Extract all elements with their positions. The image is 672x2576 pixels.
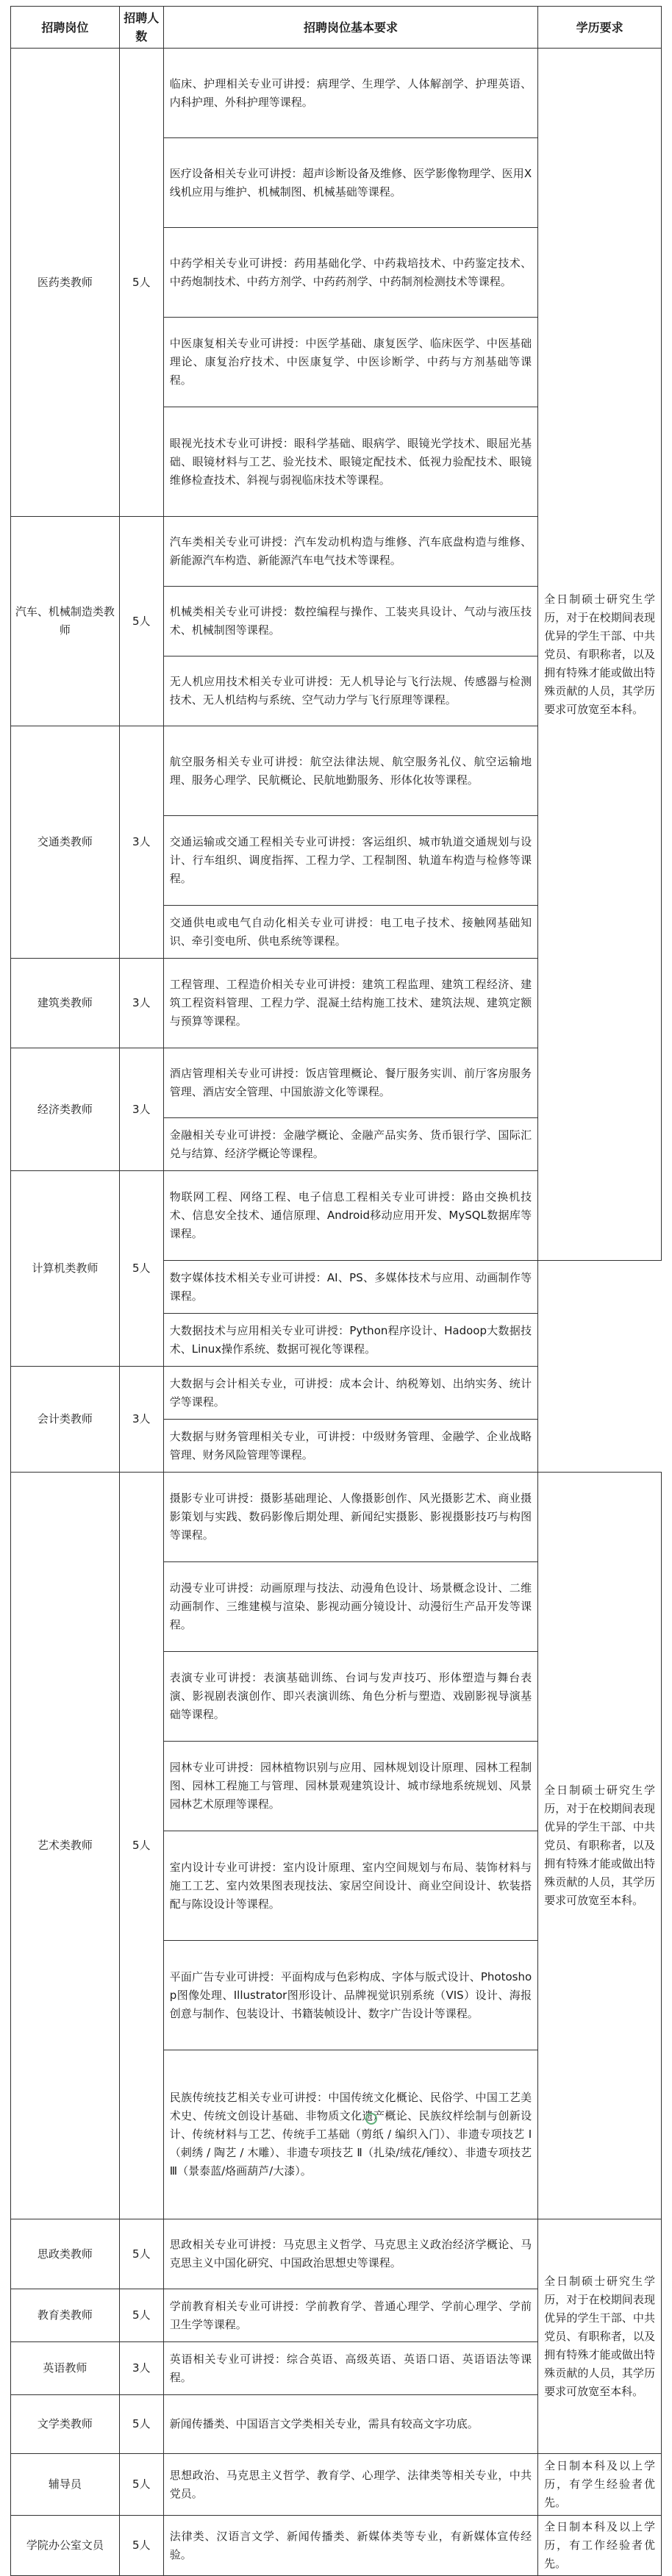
requirement-cell: 表演专业可讲授：表演基础训练、台词与发声技巧、形体塑造与舞台表演、影视剧表演创作、即兴表演训练、角色分析与塑造、戏剧影视导演基础等课程。 [163,1652,537,1742]
table-row [11,2219,662,2289]
category-count: 5人 [119,1473,163,2219]
requirement-cell: 医疗设备相关专业可讲授：超声诊断设备及维修、医学影像物理学、医用X线机应用与维护、机械制图、机械基础等课程。 [163,138,537,228]
requirement-cell: 学前教育相关专业可讲授：学前教育学、普通心理学、学前心理学、学前卫生学等课程。 [163,2289,537,2342]
table-row [11,2454,662,2516]
education-cell: 全日制硕士研究生学历，对于在校期间表现优异的学生干部、中共党员、有职称者，以及拥有特殊才能或做出特殊贡献的人员，其学历要求可放宽至本科。 [538,1473,662,2219]
requirement-cell: 园林专业可讲授：园林植物识别与应用、园林规划设计原理、园林工程制图、园林工程施工与管理、园林景观建筑设计、城市绿地系统规划、风景园林艺术原理等课程。 [163,1742,537,1831]
category-count: 5人 [119,2289,163,2342]
requirement-cell: 摄影专业可讲授：摄影基础理论、人像摄影创作、风光摄影艺术、商业摄影策划与实践、数码影像后期处理、新闻纪实摄影、影视摄影技巧与构图等课程。 [163,1473,537,1562]
education-cell: 全日制硕士研究生学历，对于在校期间表现优异的学生干部、中共党员、有职称者，以及拥有特殊才能或做出特殊贡献的人员，其学历要求可放宽至本科。 [538,49,662,1261]
requirement-cell: 机械类相关专业可讲授：数控编程与操作、工装夹具设计、气动与液压技术、机械制图等课程。 [163,587,537,656]
requirement-cell: 思政相关专业可讲授：马克思主义哲学、马克思主义政治经济学概论、马克思主义中国化研究、中国政治思想史等课程。 [163,2219,537,2289]
header-requirements: 招聘岗位基本要求 [163,7,537,49]
requirement-cell: 大数据与会计相关专业，可讲授：成本会计、纳税筹划、出纳实务、统计学等课程。 [163,1367,537,1420]
category-name: 思政类教师 [11,2219,120,2289]
requirement-cell: 平面广告专业可讲授：平面构成与色彩构成、字体与版式设计、Photoshop图像处理、Illustrator图形设计、品牌视觉识别系统（VIS）设计、海报创意与制作、包装设计、书籍装帧设计、数字广告设计等课程。 [163,1941,537,2050]
requirement-cell: 新闻传播类、中国语言文学类相关专业，需具有较高文字功底。 [163,2395,537,2454]
requirement-cell: 中药学相关专业可讲授：药用基础化学、中药栽培技术、中药鉴定技术、中药炮制技术、中药方剂学、中药药剂学、中药制剂检测技术等课程。 [163,228,537,318]
requirement-cell: 法律类、汉语言文学、新闻传播类、新媒体类等专业，有新媒体宣传经验。 [163,2516,537,2576]
category-name: 文学类教师 [11,2395,120,2454]
requirement-cell: 物联网工程、网络工程、电子信息工程相关专业可讲授：路由交换机技术、信息安全技术、通信原理、Android移动应用开发、MySQL数据库等课程。 [163,1171,537,1261]
education-cell: 全日制本科及以上学历，有学生经验者优先。 [538,2454,662,2516]
requirement-cell: 交通供电或电气自动化相关专业可讲授：电工电子技术、接触网基础知识、牵引变电所、供电系统等课程。 [163,906,537,959]
header-count: 招聘人数 [119,7,163,49]
category-count: 5人 [119,1171,163,1367]
requirement-cell: 工程管理、工程造价相关专业可讲授：建筑工程监理、建筑工程经济、建筑工程资料管理、工程力学、混凝土结构施工技术、建筑法规、建筑定额与预算等课程。 [163,959,537,1048]
scroll-indicator-dot [365,2113,377,2125]
requirement-cell: 无人机应用技术相关专业可讲授：无人机导论与飞行法规、传感器与检测技术、无人机结构与系统、空气动力学与飞行原理等课程。 [163,656,537,726]
category-count: 3人 [119,726,163,959]
category-name: 交通类教师 [11,726,120,959]
education-cell: 全日制硕士研究生学历，对于在校期间表现优异的学生干部、中共党员、有职称者，以及拥有特殊才能或做出特殊贡献的人员，其学历要求可放宽至本科。 [538,2219,662,2454]
category-name: 计算机类教师 [11,1171,120,1367]
requirement-cell: 中医康复相关专业可讲授：中医学基础、康复医学、临床医学、中医基础理论、康复治疗技术、中医康复学、中医诊断学、中药与方剂基础等课程。 [163,318,537,407]
requirement-cell: 动漫专业可讲授：动画原理与技法、动漫角色设计、场景概念设计、二维动画制作、三维建模与渲染、影视动画分镜设计、动漫衍生产品开发等课程。 [163,1562,537,1652]
category-name: 会计类教师 [11,1367,120,1473]
header-education: 学历要求 [538,7,662,49]
category-count: 3人 [119,1367,163,1473]
table-row [11,1367,662,1420]
requirement-cell: 大数据与财务管理相关专业，可讲授：中级财务管理、金融学、企业战略管理、财务风险管理等课程。 [163,1420,537,1473]
category-name: 学院办公室文员 [11,2516,120,2576]
table-row [11,1473,662,1562]
requirement-cell: 临床、护理相关专业可讲授：病理学、生理学、人体解剖学、护理英语、内科护理、外科护理等课程。 [163,49,537,138]
requirement-cell: 航空服务相关专业可讲授：航空法律法规、航空服务礼仪、航空运输地理、服务心理学、民航概论、民航地勤服务、形体化妆等课程。 [163,726,537,816]
category-name: 教育类教师 [11,2289,120,2342]
requirement-cell: 民族传统技艺相关专业可讲授：中国传统文化概论、民俗学、中国工艺美术史、传统文创设计基础、非物质文化遗产概论、民族纹样绘制与创新设计、传统材料与工艺、传统手工基础（剪纸 / 编织入门）、非遗专项技艺 Ⅰ（刺绣 / 陶艺 / 木雕）、非遗专项技艺 Ⅱ（扎染/绒花/锤纹）、非遗专项技艺 Ⅲ（景泰蓝/烙画葫芦/大漆）。 [163,2050,537,2219]
requirement-cell: 室内设计专业可讲授：室内设计原理、室内空间规划与布局、装饰材料与施工工艺、室内效果图表现技法、家居空间设计、商业空间设计、软装搭配与陈设设计等课程。 [163,1831,537,1941]
requirement-cell: 大数据技术与应用相关专业可讲授：Python程序设计、Hadoop大数据技术、Linux操作系统、数据可视化等课程。 [163,1314,537,1367]
requirement-cell: 眼视光技术专业可讲授：眼科学基础、眼病学、眼镜光学技术、眼屈光基础、眼镜材料与工艺、验光技术、眼镜定配技术、低视力验配技术、眼镜维修检查技术、斜视与弱视临床技术等课程。 [163,407,537,517]
category-name: 艺术类教师 [11,1473,120,2219]
category-count: 5人 [119,517,163,726]
header-row [11,7,662,49]
category-name: 辅导员 [11,2454,120,2516]
category-count: 3人 [119,1048,163,1171]
requirement-cell: 英语相关专业可讲授：综合英语、高级英语、英语口语、英语语法等课程。 [163,2342,537,2395]
category-count: 5人 [119,2516,163,2576]
requirement-cell: 汽车类相关专业可讲授：汽车发动机构造与维修、汽车底盘构造与维修、新能源汽车构造、新能源汽车电气技术等课程。 [163,517,537,587]
requirement-cell: 思想政治、马克思主义哲学、教育学、心理学、法律类等相关专业，中共党员。 [163,2454,537,2516]
category-count: 3人 [119,959,163,1048]
education-cell: 全日制本科及以上学历，有工作经验者优先。 [538,2516,662,2576]
category-name: 经济类教师 [11,1048,120,1171]
requirement-cell: 交通运输或交通工程相关专业可讲授：客运组织、城市轨道交通规划与设计、行车组织、调度指挥、工程力学、工程制图、轨道车构造与检修等课程。 [163,816,537,906]
category-count: 5人 [119,2219,163,2289]
recruitment-table [10,6,662,2576]
table-row [11,49,662,138]
requirement-cell: 酒店管理相关专业可讲授：饭店管理概论、餐厅服务实训、前厅客房服务管理、酒店安全管理、中国旅游文化等课程。 [163,1048,537,1118]
requirement-cell: 金融相关专业可讲授：金融学概论、金融产品实务、货币银行学、国际汇兑与结算、经济学概论等课程。 [163,1118,537,1171]
category-count: 3人 [119,2342,163,2395]
category-count: 5人 [119,2454,163,2516]
category-name: 建筑类教师 [11,959,120,1048]
table-row [11,2516,662,2576]
header-position: 招聘岗位 [11,7,120,49]
category-name: 汽车、机械制造类教师 [11,517,120,726]
category-name: 英语教师 [11,2342,120,2395]
requirement-cell: 数字媒体技术相关专业可讲授：AI、PS、多媒体技术与应用、动画制作等课程。 [163,1261,537,1314]
category-name: 医药类教师 [11,49,120,517]
category-count: 5人 [119,49,163,517]
category-count: 5人 [119,2395,163,2454]
